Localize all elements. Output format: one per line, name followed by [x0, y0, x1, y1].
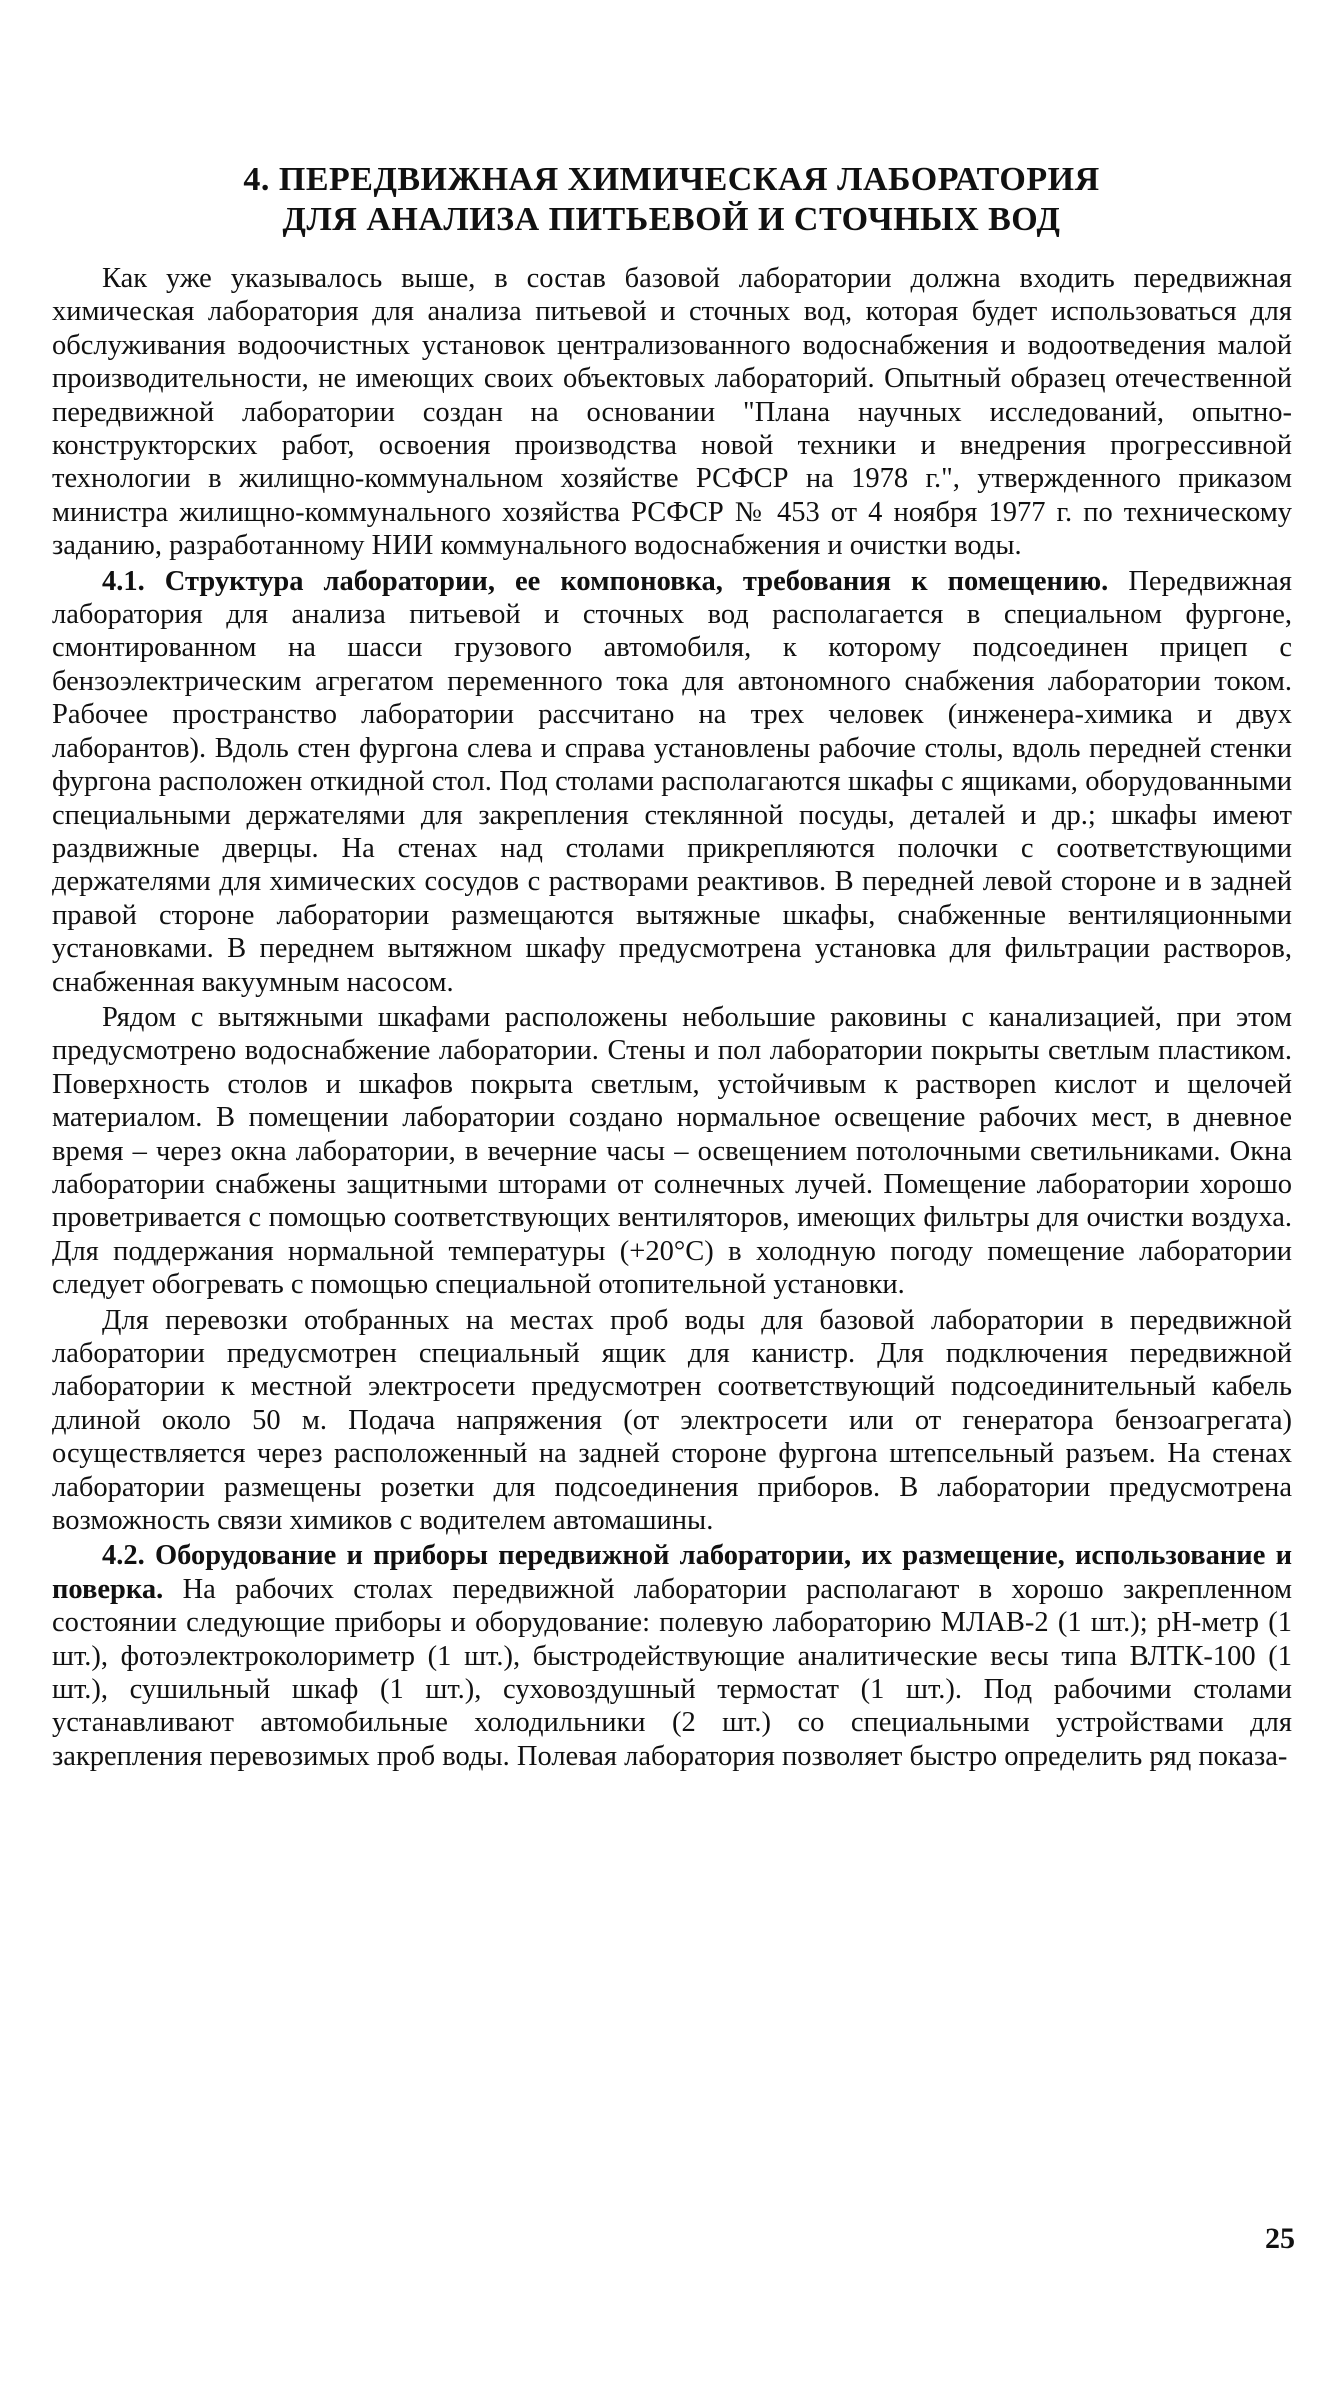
section-4-2-text: На рабочих столах передвижной лаборатории располагают в хорошо закрепленном состоянии следующие приборы и оборудование: полевую лабораторию МЛАВ-2 (1 шт.); рН-метр (1 шт.), фотоэлектроколориметр (1 шт.), быстродействующие аналитические весы типа ВЛТК-100 (1 шт.), сушильный шкаф (1 шт.), суховоздушный термостат (1 шт.). Под рабочими столами устанавливают автомобильные холодильники (2 шт.) со специальными устройствами для закрепления перевозимых проб воды. Полевая лаборатория позволяет быстро определить ряд показа- — [52, 1573, 1293, 1772]
paragraph-section-4-2 — [52, 1539, 1292, 1773]
body-text — [52, 262, 1292, 1773]
paragraph-sinks-walls: Рядом с вытяжными шкафами расположены небольшие раковины с канализацией, при этом предусмотрено водоснабжение лаборатории. Стены и пол лаборатории покрыты светлым пластиком. Поверхность столов и шкафов покрыта светлым, устойчивым к раствopen кислот и щелочей материалом. В помещении лаборатории создано нормальное освещение рабочих мест, в дневное время – через окна лаборатории, в вечерние часы – освещением потолочными светильниками. Окна лаборатории снабжены защитными шторами от солнечных лучей. Помещение лаборатории хорошо проветривается с помощью соответствующих вентиляторов, имеющих фильтры для очистки воздуха. Для поддержания нормальной температуры (+20°С) в холодную погоду помещение лаборатории следует обогревать с помощью специальной отопительной установки. — [52, 1001, 1292, 1301]
section-4-1-text: Передвижная лаборатория для анализа питьевой и сточных вод располагается в специальном фургоне, смонтированном на шасси грузового автомобиля, к которому подсоединен прицеп с бензоэлектрическим агрегатом переменного тока для автономного снабжения лаборатории током. Рабочее пространство лаборатории рассчитано на трех человек (инженера-химика и двух лаборантов). Вдоль стен фургона слева и справа установлены рабочие столы, вдоль передней стенки фургона расположен откидной стол. Под столами располагаются шкафы с ящиками, оборудованными специальными держателями для закрепления стеклянной посуды, деталей и др.; шкафы имеют раздвижные дверцы. На стенах над столами прикрепляются полочки с соответствующими держателями для химических сосудов с растворами реактивов. В передней левой стороне и в задней правой стороне лаборатории размещаются вытяжные шкафы, снабженные вентиляционными установками. В переднем вытяжном шкафу предусмотрена установка для фильтрации растворов, снабженная вакуумным насосом. — [52, 565, 1293, 998]
chapter-title — [100, 160, 1243, 240]
section-4-2-heading: 4.2. Оборудование и приборы передвижной лаборатории, их размещение, использование и поверка. — [52, 1540, 1292, 1605]
chapter-title-line-1: 4. ПЕРЕДВИЖНАЯ ХИМИЧЕСКАЯ ЛАБОРАТОРИЯ — [243, 161, 1100, 198]
section-4-1-heading: 4.1. Структура лаборатории, ее компоновка, требования к помещению. — [102, 565, 1109, 597]
chapter-title-line-2: ДЛЯ АНАЛИЗА ПИТЬЕВОЙ И СТОЧНЫХ ВОД — [282, 201, 1061, 238]
paragraph-intro: Как уже указывалось выше, в состав базовой лаборатории должна входить передвижная химическая лаборатория для анализа питьевой и сточных вод, которая будет использоваться для обслуживания водоочистных установок централизованного водоснабжения и водоотведения малой производительности, не имеющих своих объектовых лабораторий. Опытный образец отечественной передвижной лаборатории создан на основании "Плана научных исследований, опытно-конструкторских работ, освоения производства новой техники и внедрения прогрессивной технологии в жилищно-коммунальном хозяйстве РСФСР на 1978 г.", утвержденного приказом министра жилищно-коммунального хозяйства РСФСР № 453 от 4 ноября 1977 г. по техническому заданию, разработанному НИИ коммунального водоснабжения и очистки воды. — [52, 263, 1292, 562]
paragraph-section-4-1 — [52, 565, 1292, 999]
paragraph-transport-power: Для перевозки отобранных на местах проб воды для базовой лаборатории в передвижной лаборатории предусмотрен специальный ящик для канистр. Для подключения передвижной лаборатории к местной электросети предусмотрен соответствующий подсоединительный кабель длиной около 50 м. Подача напряжения (от электросети или от генератора бензоагрегата) осуществляется через расположенный на задней стороне фургона штепсельный разъем. На стенах лаборатории размещены розетки для подсоединения приборов. В лаборатории предусмотрена возможность связи химиков с водителем автомашины. — [52, 1304, 1292, 1537]
page-number: 25 — [1265, 2222, 1295, 2255]
